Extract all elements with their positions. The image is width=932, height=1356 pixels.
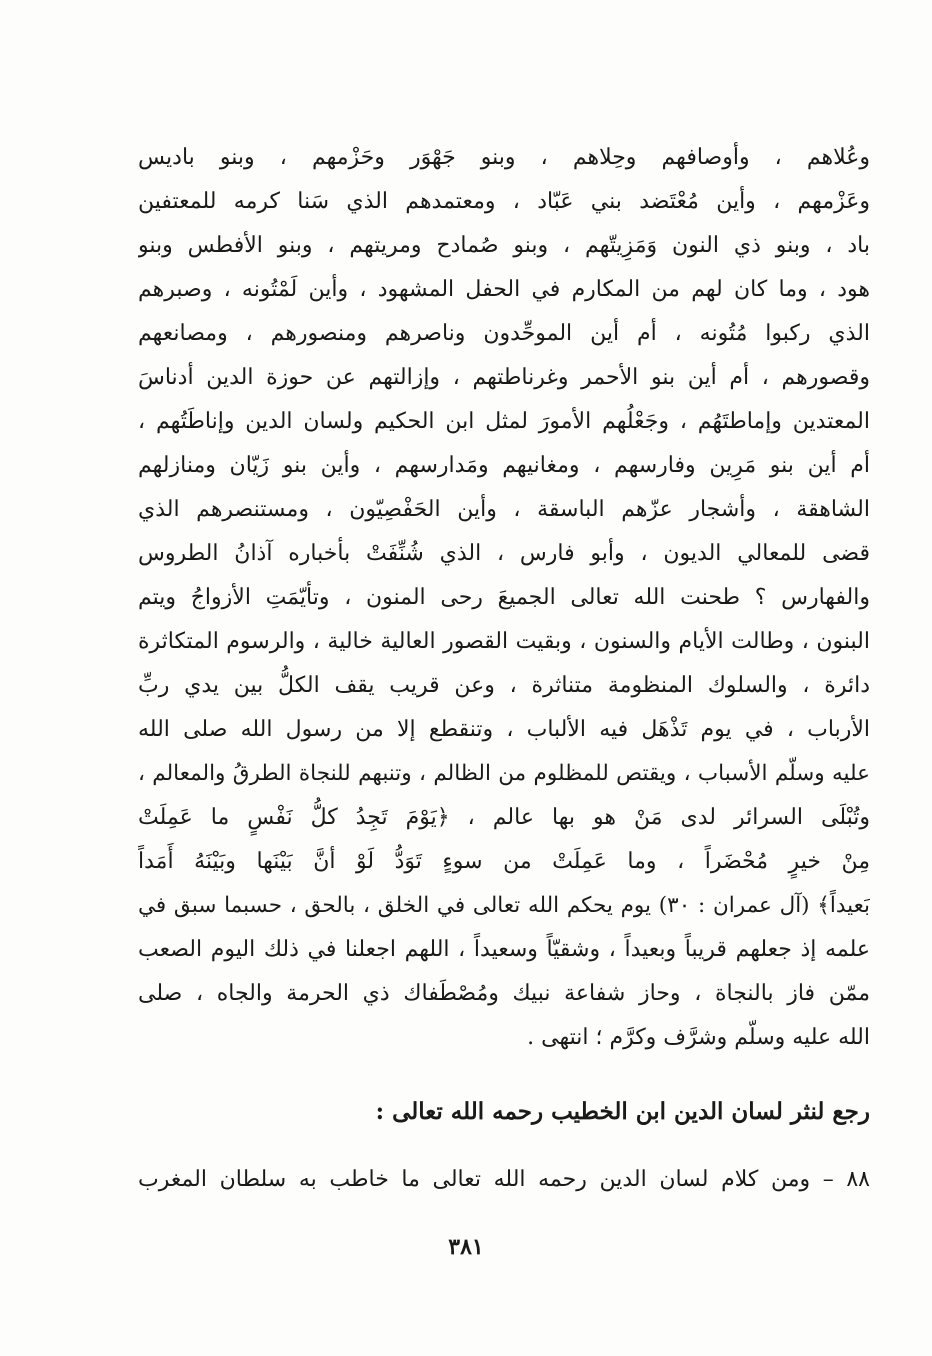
text-line-9: الشاهقة ، وأشجار عزّهم الباسقة ، وأين الحَفْصِيّون ، ومستنصرهم الذي (138, 497, 870, 522)
text-line-12: البنون ، وطالت الأيام والسنون ، وبقيت القصور العالية خالية ، والرسوم المتكاثرة (138, 629, 870, 654)
text-line-6: وقصورهم ، أم أين بنو الأحمر وغرناطتهم ، وإزالتهم عن حوزة الدين أدناسَ (138, 365, 870, 390)
text-line-11: والفهارس ؟ طحنت الله تعالى الجميعَ رحى المنون ، وتأيّمَتِ الأزواجُ ويتم (138, 585, 870, 610)
text-line-7: المعتدين وإماطتَهُم ، وجَعْلُهم الأمورَ لمثل ابن الحكيم ولسان الدين وإناطَتُهم ، (138, 409, 870, 434)
text-line-17: مِنْ خيرٍ مُحْضَراً ، وما عَمِلَتْ من سوءٍ تَوَدُّ لَوْ أنَّ بَيْنَها وبَيْنَهُ أَمَداً (138, 849, 870, 874)
paragraph-88: ٨٨ – ومن كلام لسان الدين رحمه الله تعالى ما خاطب به سلطان المغرب (138, 1167, 870, 1192)
text-line-8: أم أين بنو مَرِين وفارسهم ، ومغانيهم ومَدارسهم ، وأين بنو زَيّان ومنازلهم (138, 453, 870, 478)
text-line-18: بَعيداً﴾ (آل عمران : ٣٠) يوم يحكم الله تعالى في الخلق ، بالحق ، حسبما سبق في (138, 893, 870, 918)
text-line-20: ممّن فاز بالنجاة ، وحاز شفاعة نبيك ومُصْطَفاك ذي الحرمة والجاه ، صلى (138, 981, 870, 1006)
text-line-3: باد ، وبنو ذي النون وَمَزِيتّهم ، وبنو صُمادح ومريتهم ، وبنو الأفطس وبنو (138, 233, 870, 258)
text-line-4: هود ، وما كان لهم من المكارم في الحفل المشهود ، وأين لَمْتُونه ، وصبرهم (138, 277, 870, 302)
text-line-15: عليه وسلّم الأسباب ، ويقتص للمظلوم من الظالم ، وتنبهم للنجاة الطرقُ والمعالم ، (138, 761, 870, 786)
main-text-block (138, 136, 870, 1060)
text-line-2: وعَزْمهم ، وأين مُعْتَضد بني عَبّاد ، ومعتمدهم الذي سَنا كرمه للمعتفين (138, 189, 870, 214)
text-line-10: قضى للمعالي الديون ، وأبو فارس ، الذي شُنِّفَتْ بأخباره آذانُ الطروس (138, 541, 870, 566)
text-line-1: وعُلاهم ، وأوصافهم وحِلاهم ، وبنو جَهْوَر وحَزْمهم ، وبنو باديس (138, 145, 870, 170)
text-line-13: دائرة ، والسلوك المنظومة متناثرة ، وعن قريب يقف الكلُّ بين يدي ربِّ (138, 673, 870, 698)
text-line-14: الأرباب ، في يوم تَذْهَل فيه الألباب ، وتنقطع إلا من رسول الله صلى الله (138, 717, 870, 742)
text-line-5: الذي ركبوا مُتُونه ، أم أين الموحِّدون وناصرهم ومنصورهم ، ومصانعهم (138, 321, 870, 346)
text-line-16: وتُبْلَى السرائر لدى مَنْ هو بها عالم ، ﴿يَوْمَ تَجِدُ كلُّ نَفْسٍ ما عَمِلَتْ (138, 805, 870, 830)
section-heading: رجع لنثر لسان الدين ابن الخطيب رحمه الله تعالى : (375, 1098, 870, 1125)
page-number: ٣٨١ (448, 1234, 484, 1260)
text-line-19: علمه إذ جعلهم قريباً وبعيداً ، وشقيّاً وسعيداً ، اللهم اجعلنا في ذلك اليوم الصعب (138, 937, 870, 962)
text-line-21: الله عليه وسلّم وشرَّف وكرَّم ؛ انتهى . (527, 1025, 870, 1050)
